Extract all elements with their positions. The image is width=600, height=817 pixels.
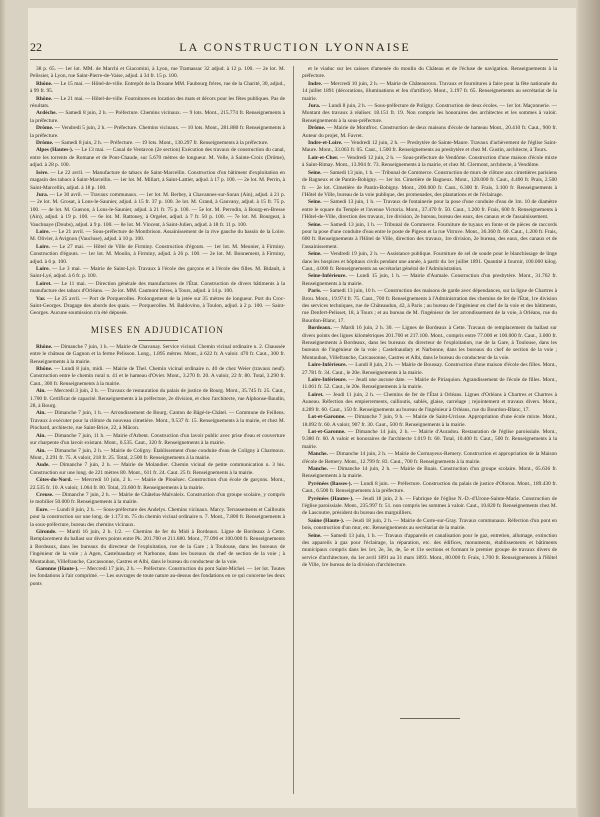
right-column — [302, 66, 557, 711]
notice-entry — [30, 433, 285, 448]
entry-text: — Dimanche 7 juin, 2 h. — Mairie de Châtelus-Malvaleix. Construction d'un groupe scolaire, y compris le mobilier 50.000 fr. Renseignements à la mairie. — [30, 491, 285, 506]
notice-entry — [302, 140, 557, 155]
entry-location: Creuse. — [36, 491, 56, 498]
entry-location: Paris. — [308, 288, 323, 295]
notice-entry — [30, 192, 285, 229]
entry-location: Indre-et-Loire. — [308, 140, 344, 147]
notice-entry — [30, 448, 285, 463]
entry-location: Alpes (Hautes-). — [36, 147, 75, 154]
notice-entry — [302, 251, 557, 273]
notice-entry — [302, 496, 557, 518]
entry-location: Indre. — [308, 80, 324, 87]
entry-location: Côtes-du-Nord. — [36, 477, 74, 484]
entry-text: — Mardi 16 juin, 2 h. 30. — Lignes de Bordeaux à Cette. Travaux de remplacement du ballast sur divers points des lignes kilométriques 201.700 et 217.100. Mont., compris entre 77.000 et 100.000 fr. Caut., 3.000 fr. Renseignements à Bordeaux, dans les bureaux du directeur de l'exploitation, rue de la Gare, à Toulouse, dans les bureaux de l'ingénieur de la voie ; Castelnaudary et Narbonne, dans les bureaux du chef de section de la voie ; Montauban, Villefranche, Carcassonne, Castres et Albi, dans le bureau du conducteur de la voie. — [302, 325, 557, 361]
notice-entry — [302, 481, 557, 496]
right-entries — [302, 66, 557, 570]
notice-entry — [30, 492, 285, 507]
entry-location: Drôme. — [36, 140, 55, 147]
entry-text: — Jeudi 18 juin, 2 h. — Mairie de Corre-sur-Gray. Travaux communaux. Réfection d'un pont en bois, construction d'un mur, etc. Renseignements au secrétariat de la mairie. — [302, 517, 557, 532]
entry-location: Loir-et-Cher. — [308, 154, 340, 161]
entry-text: — Le 25 avril. — Port de Porquerolles. Prolongement de la jetée sur 35 mètres de longueur. Port du Croc-Saint-Georges. Dragage des abords des quais. — Porquerolles. M. Baldovino, à Toulon, adjud. à 2 p. 100. — Saint-Georges. Aucune soumission n'a été déposée. — [30, 295, 285, 317]
notice-entry — [302, 103, 557, 125]
notice-entry — [302, 155, 557, 170]
entry-location: Rhône. — [36, 80, 54, 87]
entry-location: Isère. — [36, 169, 51, 176]
notice-entry — [30, 66, 285, 81]
entry-location: Manche. — [308, 465, 331, 472]
entry-text: — Le 11 mai. — Direction générale des manufactures de l'État. Construction de divers bâtiments à la manufacture des tabacs d'Orléans. — 2e lot. MM. Caumont frères, à Tours, adjud. à 14 p. 100. — [30, 280, 285, 295]
notice-entry — [30, 477, 285, 492]
entry-location: Seine. — [308, 221, 324, 228]
entry-location: Loire-Inférieure. — [308, 362, 349, 369]
notice-entry — [30, 410, 285, 432]
entry-text: — Le 30 avril. — Travaux communaux. — 1er lot. M. Berbey, à Chavannes-sur-Suran (Ain), adjud. à 21 p. — 2e lot. M. Grosat, à Lons-le-Saunier, adjud. à 15 fr. 37 p. 100. 3e lot. M. Grand, à Gauvany, adjud. à 15 fr. 75 p. 100. — 4e lot. M. Guenon, à Lons-le-Saunier, adjud. à 21 fr. 75 p. 100. — 5e lot. M. Perrodin, à Bourg-en-Bresse (Ain), adjud. à 19 p. 100. — 6e lot. M. Rattoney, à Orgelet, adjud. à 7 fr. 50 p. 100. — 7e lot. M. Bourgeat, à Vauchnaye (Doubs), adjud. à 9 p. 100. — 8e lot. M. Vincent, à Saint-Julien, adjud. à 18 fr. 11 p. 100. — [30, 191, 285, 228]
notice-entry — [302, 125, 557, 140]
notice-entry — [302, 466, 557, 481]
entry-location: Drôme. — [308, 125, 327, 132]
header-rule — [30, 59, 558, 60]
entry-text: — Vendredi 12 juin, 2 h. — Sous-préfecture de Vendôme. Construction d'une maison d'école mixte à Saint-Rimay. Mont., 13.904 fr. 73. Renseignements à la mairie, et chez M. Clermont, architecte, à Vendôme. — [302, 154, 557, 169]
entry-text: — Samedi 13 juin, 1 h. — Tribunal de Commerce. Construction de murs de clôture aux cimetières parisiens de Bagneux et de Pantin-Bobigny. — 1er lot. Cimetière de Bagneux. Mont., 128.000 fr. Caut., 4.400 fr. Prais, 2.500 fr. — 2e lot. Cimetière de Pantin-Bobigny. Mont., 200.000 fr. Caut., 6.300 fr. Frais, 3.100 fr. Renseignements à l'Hôtel de Ville, bureau de la voie publique, des promenades, des plantations et de l'éclairage. — [302, 169, 557, 198]
running-title: LA CONSTRUCTION LYONNAISE — [179, 40, 411, 54]
entry-location: Loire. — [36, 228, 52, 235]
entry-text: — Dimanche 7 juin, 2 h. — Mairie de Molandier. Chemin vicinal de petite communication n. 3 bis. Construction sur une long. de 221 mètres 80. Mont., 611 fr. 24. Caut. 25 fr. Renseignements à la mairie. — [30, 462, 285, 476]
page-number: 22 — [30, 40, 42, 54]
notice-entry — [30, 81, 285, 96]
entry-location: Pyrénées (Hautes-). — [308, 495, 356, 502]
notice-entry — [302, 199, 557, 221]
notice-entry — [302, 81, 557, 103]
entry-text: — Samedi 13 juin, 1 h. — Tribunal de Commerce. Fourniture de tuyaux en fonte et de pièces de raccords pour la pose d'une conduite d'eau entre le poste de Pigeon et la rue Vitruve. Mont., 36.360 fr. 60. Caut., 1.200 fr. Frais, 600 fr. Renseignements à l'Hôtel de Ville, direction des travaux, 1re division, 2e bureau, des eaux, des canaux et de l'assainissement. — [302, 221, 557, 250]
entry-location: Loiret. — [308, 391, 326, 398]
notice-entry — [30, 566, 285, 588]
entry-location: Var. — [36, 295, 48, 302]
notice-entry — [30, 110, 285, 125]
entry-text: — Le 22 avril. — Manufacture de tabacs de Saint-Marcellin. Construction d'un bâtiment d'exploitation en magasin des tabacs à Saint-Marcellin. — 1er lot. M. Millart, à Saint-Lattier, adjud. à 17 p. 100. — 2e lot. M. Perrin, à Saint-Marcellin, adjud. à 18 p. 100. — [30, 169, 285, 191]
entry-location: Loiret. — [36, 280, 54, 287]
column-divider — [293, 66, 294, 794]
entry-text: — Le 3 mai. — Mairie de Saint-Lyé. Travaux à l'école des garçons et à l'école des filles. M. Bidault, à Saint-Lyé, adjud. à 6 fr. p. 100. — [30, 265, 285, 280]
entry-location: Ain. — [36, 447, 48, 454]
entry-text: — Mercredi 10 juin, 2 h. — Mairie de Châteauroux. Travaux et fournitures à faire pour la fête nationale du 14 juillet 1891 (décorations, illuminations et feu d'artifice). Mont., 3.197 fr. 65. Renseignements au secrétariat de la mairie. — [302, 80, 557, 102]
entry-location: Saône (Haute-). — [308, 517, 346, 524]
entry-text: — Vendredi 19 juin, 2 h. — Assistance publique. Fourniture de sel de soude pour le blanchissage de linge dans les hospices et hôpitaux civils pendant une année, à partir du 1er juillet 1891. Quantité à fournir, 100.000 kilog. Caut., 4.000 fr. Renseignements au secrétariat général de l'Administration. — [302, 251, 557, 272]
notice-entry — [302, 222, 557, 252]
notice-entry — [302, 325, 557, 362]
entry-location: Ardèche. — [36, 110, 59, 117]
entry-text: — Mercredi 17 juin, 2 h. — Préfecture. Construction du pont Saint-Michel. — 1er lot. Toutes les fondations à l'air comprimé. — Les ouvrages de toute nature au-dessus des fondations en ce qui concerne les deux ponts — [30, 566, 285, 587]
notice-entry — [30, 170, 285, 192]
entry-text: — Mercredi 3 juin, 2 h. — Travaux de restauration du palais de justice de Bourg. Mont., 35.745 fr. 25. Caut., 1.700 fr. Certificat de capacité. Renseignements à la préfecture, 2e division, et chez l'architecte, rue Alphonse-Baudin, 28, à Bourg. — [30, 388, 285, 410]
entry-location: Jura. — [36, 191, 50, 198]
notice-entry — [302, 533, 557, 570]
section-heading: MISES EN ADJUDICATION — [90, 324, 225, 335]
entry-text: — Mardi 16 juin, 2 h. 1/2. — Chemins de fer du Midi à Bordeaux. Ligne de Bordeaux à Cette. Remplacement du ballast sur divers points entre Pk. 201.700 et 211.680. Mont., 77.090 et 100.000 fr. Renseignements à Bordeaux, dans les bureaux du directeur de l'exploitation, rue de la Gare ; à Toulouse, dans les bureaux de l'ingénieur de la voie ; à Agen, Castelnaudary et Narbonne, dans les bureaux du chef de section de la voie ; à Montauban, Villefranche, Carcassonne, Castres et Albi, dans le bureau du conducteur de la voie. — [30, 528, 285, 565]
book-gutter — [578, 0, 600, 817]
entry-location: Aude. — [36, 462, 53, 469]
entry-text: — Lundi 8 juin. — Préfecture. Construction du palais de justice d'Oloron. Mont., 189.430 fr. Caut., 6.500 fr. Renseignements à la préfecture. — [302, 480, 557, 495]
entry-text: — Dimanche 14 juin, 2 h. — Mairie d'Auradou. Restauration de l'église paroissiale. Mont., 9.380 fr. 60. A valoir et honoraires de l'architecte 1.019 fr. 60. Total, 10.400 fr. Caut., 500 fr. Renseignements à la mairie. — [302, 428, 557, 450]
entry-location: Seine. — [308, 169, 324, 176]
entry-text: — Lundi 15 juin, 1 h. — Mairie d'Aumale. Construction d'un presbytère. Mont., 31.762 fr. Renseignements à la mairie. — [302, 273, 557, 287]
entry-location: Drôme. — [36, 125, 55, 132]
notice-entry — [302, 66, 557, 81]
entry-location: Lot-et-Garonne. — [308, 428, 348, 435]
entry-location: Lot-et-Garonne. — [308, 414, 348, 421]
entry-text: — Dimanche 7 juin, 11 h. — Mairie d'Arbent. Construction d'un lavoir public avec prise d'eau et couverture sur charpente d'un lavoir existant. Mont., 6.535. Caut., 320 fr. Renseignements à la mairie. — [30, 432, 285, 447]
notice-entry — [302, 414, 557, 429]
left-entries-bottom — [30, 344, 285, 588]
notice-entry — [30, 344, 285, 366]
notice-entry — [30, 507, 285, 529]
entry-text: — Samedi 13 juin, 10 h. — Construction des maisons de garde avec dépendances, sur la ligne de Chartres à Brou. Mont., 19.974 fr. 75. Caut., 700 fr. Renseignements à l'Administration des chemins de fer de l'État, 1re division des services techniques, rue de Châteaudun, 42, à Paris ; au bureau de l'ingénieur en chef de la voie et des bâtiments, rue Denfert-Pelisset, 18, à Tours ; et au bureau de M. l'ingénieur de 1er arrondissement de la voie, à Orléans, rue du Bourdon-Blanc, 17. — [302, 288, 557, 324]
entry-text: — Jeudi une aucune date. — Mairie de Piriaquion. Agrandissement de l'école de filles. Mont., 11.061 fr. 52. Caut., le 20e. Renseignements à la mairie. — [302, 377, 557, 391]
entry-location: Gironde. — [36, 528, 59, 535]
notice-entry — [302, 392, 557, 414]
entry-text: — Le 15 mai. — Hôtel-de-ville. Entrepôt de la Douane MM. Faubourg frères, rue de la Charité, 30, adjud., à 99 fr. 95. — [30, 80, 285, 95]
entry-location: Seine. — [308, 532, 324, 539]
entry-text: — Dimanche 7 juin, 1 h. — Mairie de Chavanay. Service vicinal. Chemin vicinal ordinaire n. 2. Chaussée entre le château de Gagnon et la ferme Pelisson. Long., 1.895 mètres. Mont., à 622 fr. A valoir. 470 fr. Caut., 300 fr. Renseignements à la mairie. — [30, 343, 285, 365]
left-column — [30, 66, 285, 796]
entry-text: — Lundi 8 juin, midi. — Mairie de Thel. Chemin vicinal ordinaire n. 40 de chez Weier (travaux neuf). Construction entre le chemin rural n. 41 et le hameau d'Ovier. Mont., 3.270 fr. 20. A valoir, 22 fr. 80. Total, 3.290 fr. Caut., 300 fr. Renseignements à la mairie. — [30, 366, 285, 387]
entry-text: 38 p. 65. — 1er lot. MM. de Marchi et Giacomini, à Lyon, rue Tramassac 32 adjud. à 12 p. 100. — 2e lot. M. Pelissier, à Lyon, rue Saint-Pierre-de-Vaise, adjud. à 34 fr. 15 p. 100. — [30, 66, 285, 80]
entry-text: — Mairie de Montfroc. Construction de deux maisons d'école de hameau Mont., 20.410 fr. Caut., 900 fr. Auteur du projet, M. Favret. — [302, 125, 557, 139]
entry-location: Rhône. — [36, 343, 54, 350]
entry-location: Rhône. — [36, 95, 54, 102]
heading-rule — [138, 340, 178, 341]
notice-entry — [30, 281, 285, 296]
entry-text: — Le 21 mai. — Hôtel-de-ville. Fournitures en location des mats et décors pour les fêtes publiques. Pas de résultats. — [30, 95, 285, 110]
entry-location: Ain. — [36, 432, 48, 439]
notice-entry — [30, 462, 285, 477]
entry-text: — Lundi 8 juin, 2 h. — Sous-préfecture de Poligny. Construction de deux écoles. — 1er lot. Maçonnerie. — Montant des travaux à réaliser. 18.151 fr. 19. Non compris les honoraires des architectes et les sommes à valoir. Renseignements à la sous-préfecture. — [302, 103, 557, 124]
end-rule — [400, 718, 460, 719]
entry-text: — Le 13 mai. — Canal de Ventavon (2e section) Exécution des travaux de construction du canal, entre les torrents de Romane et de Pont-Chaude, sur 5.670 mètres de longueur. M. Velle, à Sainte-Croix (Drôme), adjud. à 28 p. 100. — [30, 147, 285, 169]
entry-text: — Jeudi 18 juin, 2 h. — Fabrique de l'église N.-D.-d'Urone-Sainte-Marie. Construction de l'église paroissiale. Mont., 235.997 fr. 51. non compris les sommes à valoir. Caut., 10.820 fr. Renseignements chez M. de Lascoutre, président du bureau des marguilliers. — [302, 495, 557, 517]
entry-location: Manche. — [308, 451, 330, 458]
entry-text: — Lundi 8 juin, 2 h. — Mairie de Boussay. Construction d'une maison d'école des filles. Mont., 27.781 fr. 34. Caut., le 20e. Renseignements à la mairie. — [302, 362, 557, 376]
entry-location: Pyrénées (Basses-). — [308, 480, 354, 487]
entry-location: Loire. — [36, 265, 52, 272]
entry-text: — Samedi 8 juin, 2 h. — Préfecture. — 19 lots. Mont., 130.297 fr. Renseignements à la préfecture. — [54, 140, 269, 147]
notice-entry — [30, 147, 285, 169]
notice-entry — [302, 288, 557, 325]
left-entries-top — [30, 66, 285, 318]
entry-location: Eure. — [36, 506, 51, 513]
entry-text: — Vendredi 5 juin, 2 h. — Préfecture. Chemins vicinaux. — 10 lots. Mont., 281.880 fr. Renseignements à la préfecture. — [30, 125, 285, 139]
entry-text: — Dimanche 14 juin, 2 h. — Mairie de Cormayeux-Remery. Construction et appropriation de la Maison d'école de Remery. Mont., 12.799 fr. 83. Caut., 700 fr. Renseignements à la mairie. — [302, 451, 557, 465]
notice-entry — [302, 273, 557, 288]
entry-text: — Samedi 8 juin, 2 h. — Préfecture. Chemins vicinaux. — 9 lots. Mont., 215.774 fr. Renseignements à la préfecture. — [30, 110, 285, 124]
entry-location: Rhône. — [36, 366, 55, 373]
entry-location: Bordeaux. — [308, 325, 334, 332]
notice-entry — [30, 244, 285, 266]
entry-text: — Le 27 mai. — Hôtel de Ville de Firminy. Construction d'égouts. — 1er lot. M. Meunier, à Firminy. Construction d'égouts. — 1er lot. M. Moulin, à Firminy, adjud. à 26 p. 100. — 2e lot. M. Bonnement, à Firminy, adjud. à 6 p. 100. — [30, 243, 285, 265]
entry-text: — Dimanche 14 juin, 2 h. — Mairie de Buais. Construction d'un groupe scolaire. Mont., 65.636 fr. Renseignements à la mairie. — [302, 465, 557, 480]
notice-entry — [302, 429, 557, 451]
entry-text: — Dimanche 7 juin, 1 h. — Arrondissement de Bourg. Canton de Bâgé-le-Châtel. — Commune de Feillens. Travaux à exécuter pour la clôture du nouveau cimetière. Mont., 9.537 fr. 15. Renseignements à la mairie, et chez M. Pinchard, architecte, rue Saint-Brice, 22, à Mâcon. — [30, 410, 285, 432]
notice-entry — [30, 529, 285, 566]
entry-location: Seine. — [308, 251, 324, 258]
entry-location: Garonne (Haute-). — [36, 566, 81, 572]
entry-location: Seine-Inférieure. — [308, 273, 349, 280]
entry-text: — Le 21 avril. — Sous-préfecture de Montbrison. Assainissement de la rive gauche du bassin de la Loire. M. Olivier, à Avignon (Vaucluse), adjud. à 10 p. 100. — [30, 228, 285, 243]
page-shadow — [0, 0, 6, 817]
notice-entry — [30, 96, 285, 111]
entry-text: — Dimanche 7 juin, 2 h. — Mairie de Coligny. Établissement d'une conduite d'eau de Coligny à Charmoux. Mont., 2.291 fr. 75. A valoir, 218 fr. 25. Total, 2.500 fr. Renseignements à la mairie. — [30, 447, 285, 461]
entry-text: — Dimanche 7 juin, 9 h. — Mairie de Saint-Urcisse. Appropriation d'une école mixte. Mont., 18.092 fr. 60. A valoir, 907 fr. 30. Caut., 500 fr. Renseignements à la mairie. — [302, 414, 557, 428]
notice-entry — [302, 377, 557, 392]
notice-entry — [30, 266, 285, 281]
entry-location: Jura. — [308, 103, 322, 110]
entry-text: — Samedi 13 juin, 1 h. — Travaux d'appareils et canalisation pour le gaz, entretien, allumage, extinction des appareils à gaz pour l'éclairage, la réparation, etc. des édifices, monuments, établissements et bâtiments municipaux compris dans les 1er, 2e, 3e, 4e, 5e et 11e sections et formant le premier groupe de travaux divers de service d'architecture, du 1er avril 1891 au 31 mars 1893. Mont., 80.000 fr. Frais, 1.700 fr. Renseignements à l'Hôtel de Ville, 1re bureau de la division d'architecture. — [302, 532, 557, 569]
entry-location: Seine. — [308, 199, 324, 206]
entry-text: et le viaduc sur les caisses d'amenée du moulin du Château et de l'écluse de navigation. Renseignements à la préfecture. — [302, 66, 557, 80]
notice-entry — [302, 451, 557, 466]
notice-entry — [30, 125, 285, 140]
notice-entry — [302, 362, 557, 377]
entry-text: — Jeudi 11 juin, 2 h. — Chemins de fer de l'État à Orléans. Lignes d'Orléans à Chartres et Chartres à Auneau. Réfection des empierrements, cailloutis, sablés, glaise, carrelage ; rejointement et travaux divers. Mont., 4.289 fr. 60. Caut., 150 fr. Renseignements au bureau de l'ingénieur à Orléans, rue du Bourdon-Blanc, 17. — [302, 391, 557, 413]
notice-entry — [302, 518, 557, 533]
entry-location: Ain. — [36, 410, 48, 417]
notice-entry — [30, 366, 285, 388]
entry-location: Loire-Inférieure. — [308, 377, 349, 384]
entry-location: Loire. — [36, 243, 52, 250]
entry-location: Ain. — [36, 388, 48, 395]
entry-text: — Mercredi 10 juin, 2 h. — Mairie de Plouëzec. Construction d'un école de garçons. Mont., 22.535 fr. 10. A valoir, 1.064 fr. 80. Total, 23.600 fr. Renseignements à la mairie. — [30, 477, 285, 491]
notice-entry — [30, 229, 285, 244]
notice-entry — [30, 296, 285, 318]
entry-text: — Lundi 8 juin, 2 h. — Sous-préfecture des Andelys. Chemins vicinaux. Marcy. Terrassements et Cailloutis pour la construction sur une long. de 1.173 m. 75 du chemin vicinal ordinaire n. 7. Mont., 7.800 fr. Renseignements à la sous-préfecture, bureau des chemins vicinaux. — [30, 506, 285, 528]
entry-text: — Vendredi 12 juin, 2 h. — Presbytère de Sainte-Maure. Travaux d'achèvement de l'église Saint-Maure. Mont., 33.063 fr. 05. Caut., 1.500 fr. Renseignements au presbytère et chez M. Gustin, architecte, à Tours. — [302, 140, 557, 154]
notice-entry — [30, 388, 285, 410]
notice-entry — [302, 170, 557, 200]
page-header — [30, 40, 560, 56]
entry-text: — Samedi 13 juin, 1 h. — Travaux de fontainerie pour la pose d'une conduite d'eau de 1m. 10 de diamètre entre le square du Temple et l'avenue Victoria. Mont., 37.470 fr. 50. Caut., 1.200 fr. Frais, 600 fr. Renseignements à l'Hôtel-de-Ville, direction des travaux, 1re division, 2e bureau, bureau des eaux, des canaux et de l'assainissement. — [302, 199, 557, 221]
